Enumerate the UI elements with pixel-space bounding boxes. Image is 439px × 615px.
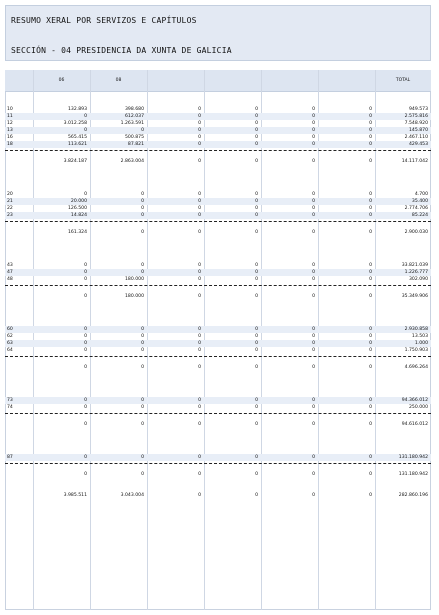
row-code: 73 [7,398,13,403]
table-cell: 0 [369,192,372,197]
table-cell: 0 [312,277,315,282]
table-cell: 0 [312,159,315,164]
table-cell: 0 [198,294,201,299]
table-cell: 500.875 [125,135,144,140]
table-cell: 0 [312,192,315,197]
table-cell: 0 [312,107,315,112]
table-cell: 14.824 [70,213,87,218]
table-cell: 0 [369,405,372,410]
table-cell: 0 [255,422,258,427]
table-cell: 0 [369,121,372,126]
table-cell: 7.548.920 [404,121,428,126]
table-cell: 87.821 [127,142,144,147]
table-cell: 0 [141,455,144,460]
table-cell: 0 [84,365,87,370]
row-code: 11 [7,114,13,119]
table-cell: 0 [369,341,372,346]
table-cell: 0 [369,455,372,460]
table-cell: 132.893 [68,107,87,112]
table-cell: 126.500 [68,206,87,211]
table-cell: 0 [255,348,258,353]
table-cell: 2.467.110 [404,135,428,140]
table-cell: 0 [84,472,87,477]
table-cell: 0 [255,107,258,112]
table-cell: 2.575.816 [404,114,428,119]
table-cell: 0 [198,472,201,477]
table-cell: 0 [255,114,258,119]
table-cell: 302.090 [409,277,428,282]
table-cell: 0 [369,422,372,427]
table-cell: 0 [84,348,87,353]
table-cell: 0 [198,365,201,370]
table-cell: 1.000 [414,341,428,346]
table-cell: 0 [255,199,258,204]
table-cell: 1.263.591 [120,121,144,126]
table-cell: 0 [369,277,372,282]
table-cell: 0 [312,455,315,460]
table-cell: 4.696.264 [404,365,428,370]
table-cell: 0 [255,270,258,275]
table-cell: 0 [312,230,315,235]
table-cell: 0 [84,398,87,403]
table-cell: 0 [255,398,258,403]
table-cell: 0 [198,493,201,498]
table-cell: 0 [198,199,201,204]
table-cell: 612.037 [125,114,144,119]
table-cell: 20.000 [70,199,87,204]
table-cell: 0 [198,159,201,164]
table-cell: 3.012.258 [63,121,87,126]
table-cell: 0 [312,327,315,332]
subtotal-separator [5,356,431,357]
table-cell: 0 [84,192,87,197]
table-cell: 0 [255,206,258,211]
row-code: 87 [7,455,13,460]
table-cell: 161.324 [68,230,87,235]
table-cell: 2.863.004 [120,159,144,164]
table-cell: 0 [369,365,372,370]
table-cell: 0 [369,206,372,211]
table-cell: 0 [84,455,87,460]
table-cell: 0 [84,128,87,133]
table-cell: 2.930.858 [404,327,428,332]
table-cell: 35.349.906 [401,294,428,299]
table-cell: 0 [369,334,372,339]
table-cell: 0 [312,422,315,427]
table-cell: 398.680 [125,107,144,112]
table-cell: 0 [198,405,201,410]
column-header: TOTAL [395,78,411,83]
table-cell: 0 [84,422,87,427]
table-cell: 0 [255,263,258,268]
table-cell: 0 [312,128,315,133]
row-code: 21 [7,199,13,204]
table-cell: 4.700 [414,192,428,197]
table-cell: 0 [255,455,258,460]
table-cell: 0 [255,472,258,477]
subtotal-separator [5,413,431,414]
table-cell: 0 [141,334,144,339]
table-cell: 0 [255,213,258,218]
table-cell: 0 [198,142,201,147]
table-cell: 0 [312,114,315,119]
table-cell: 0 [141,348,144,353]
table-cell: 113.621 [68,142,87,147]
table-cell: 0 [141,422,144,427]
table-cell: 0 [369,327,372,332]
table-cell: 0 [369,107,372,112]
table-cell: 0 [312,206,315,211]
row-code: 64 [7,348,13,353]
table-cell: 0 [141,206,144,211]
table-cell: 0 [198,192,201,197]
table-cell: 0 [255,121,258,126]
table-cell: 0 [312,365,315,370]
row-code: 48 [7,277,13,282]
table-cell: 0 [255,341,258,346]
row-code: 10 [7,107,13,112]
table-cell: 0 [198,135,201,140]
row-code: 60 [7,327,13,332]
table-cell: 250.000 [409,405,428,410]
table-cell: 0 [84,341,87,346]
table-cell: 0 [141,263,144,268]
table-cell: 0 [255,159,258,164]
table-cell: 0 [255,192,258,197]
table-cell: 282.860.196 [398,493,428,498]
report-section: SECCIÓN - 04 PRESIDENCIA DA XUNTA DE GALICIA [11,46,232,55]
row-code: 23 [7,213,13,218]
table-cell: 180.000 [125,277,144,282]
table-cell: 0 [141,327,144,332]
table-cell: 35.400 [411,199,428,204]
table-cell: 14.117.042 [401,159,428,164]
table-cell: 131.180.942 [398,455,428,460]
table-cell: 0 [141,341,144,346]
table-cell: 3.985.511 [63,493,87,498]
table-cell: 0 [312,348,315,353]
table-cell: 2.900.030 [404,230,428,235]
table-cell: 85.224 [411,213,428,218]
row-code: 22 [7,206,13,211]
table-cell: 3.043.004 [120,493,144,498]
table-cell: 0 [369,199,372,204]
table-cell: 0 [198,398,201,403]
table-cell: 0 [141,128,144,133]
table-cell: 0 [255,493,258,498]
table-cell: 0 [198,455,201,460]
row-code: 12 [7,121,13,126]
table-cell: 429.453 [409,142,428,147]
table-cell: 0 [312,398,315,403]
row-code: 18 [7,142,13,147]
table-cell: 0 [141,365,144,370]
row-code: 20 [7,192,13,197]
row-code: 62 [7,334,13,339]
row-code: 47 [7,270,13,275]
table-cell: 0 [141,213,144,218]
table-cell: 0 [198,263,201,268]
row-code: 63 [7,341,13,346]
table-cell: 33.821.039 [401,263,428,268]
table-cell: 0 [84,327,87,332]
table-cell: 0 [198,270,201,275]
row-code: 13 [7,128,13,133]
table-cell: 13.503 [411,334,428,339]
table-cell: 0 [255,327,258,332]
table-cell: 3.824.187 [63,159,87,164]
table-cell: 0 [312,199,315,204]
column-header: 06 [58,78,65,83]
subtotal-separator [5,285,431,286]
table-cell: 0 [312,263,315,268]
table-cell: 0 [198,277,201,282]
table-cell: 94.366.012 [401,398,428,403]
table-cell: 0 [312,493,315,498]
table-cell: 0 [198,121,201,126]
table-cell: 0 [255,365,258,370]
table-cell: 0 [198,114,201,119]
table-cell: 0 [369,294,372,299]
table-cell: 0 [84,334,87,339]
table-cell: 0 [141,270,144,275]
table-cell: 0 [369,114,372,119]
table-cell: 0 [84,270,87,275]
table-cell: 949.573 [409,107,428,112]
table-cell: 0 [255,334,258,339]
table-cell: 0 [312,294,315,299]
table-cell: 0 [198,230,201,235]
table-cell: 0 [369,472,372,477]
table-cell: 0 [198,206,201,211]
table-cell: 0 [312,142,315,147]
table-cell: 0 [312,135,315,140]
table-cell: 0 [198,348,201,353]
column-header: 08 [115,78,122,83]
table-cell: 0 [255,230,258,235]
table-cell: 0 [255,277,258,282]
table-cell: 0 [198,341,201,346]
table-cell: 0 [312,405,315,410]
subtotal-separator [5,463,431,464]
table-cell: 0 [255,405,258,410]
table-cell: 0 [255,135,258,140]
table-cell: 0 [369,493,372,498]
table-cell: 1.226.777 [404,270,428,275]
table-cell: 0 [198,327,201,332]
report-title: RESUMO XERAL POR SERVIZOS E CAPÍTULOS [11,16,197,25]
table-cell: 145.870 [409,128,428,133]
table-cell: 0 [369,213,372,218]
row-code: 43 [7,263,13,268]
table-cell: 0 [369,263,372,268]
table-cell: 0 [141,199,144,204]
table-cell: 0 [198,422,201,427]
table-cell: 0 [312,121,315,126]
row-code: 74 [7,405,13,410]
table-cell: 0 [84,294,87,299]
table-cell: 0 [84,114,87,119]
table-cell: 94.616.012 [401,422,428,427]
table-cell: 0 [141,405,144,410]
table-cell: 565.415 [68,135,87,140]
table-cell: 0 [369,135,372,140]
subtotal-separator [5,150,431,151]
table-cell: 0 [369,142,372,147]
table-cell: 0 [369,348,372,353]
table-cell: 0 [369,270,372,275]
table-cell: 180.000 [125,294,144,299]
table-cell: 0 [255,128,258,133]
table-cell: 0 [84,263,87,268]
table-cell: 1.750.903 [404,348,428,353]
table-cell: 0 [198,128,201,133]
subtotal-separator [5,221,431,222]
table-cell: 0 [255,142,258,147]
report-header [5,5,431,61]
table-cell: 0 [369,230,372,235]
table-cell: 0 [141,192,144,197]
row-code: 16 [7,135,13,140]
table-cell: 0 [312,341,315,346]
table-cell: 0 [141,472,144,477]
table-cell: 0 [312,334,315,339]
table-cell: 0 [141,398,144,403]
table-cell: 0 [198,107,201,112]
table-cell: 131.180.942 [398,472,428,477]
table-cell: 0 [141,230,144,235]
table-cell: 0 [198,213,201,218]
table-cell: 0 [198,334,201,339]
table-cell: 0 [369,159,372,164]
table-cell: 2.774.706 [404,206,428,211]
table-cell: 0 [369,128,372,133]
table-cell: 0 [312,472,315,477]
table-cell: 0 [312,270,315,275]
table-cell: 0 [312,213,315,218]
table-cell: 0 [255,294,258,299]
table-cell: 0 [369,398,372,403]
table-cell: 0 [84,405,87,410]
table-cell: 0 [84,277,87,282]
